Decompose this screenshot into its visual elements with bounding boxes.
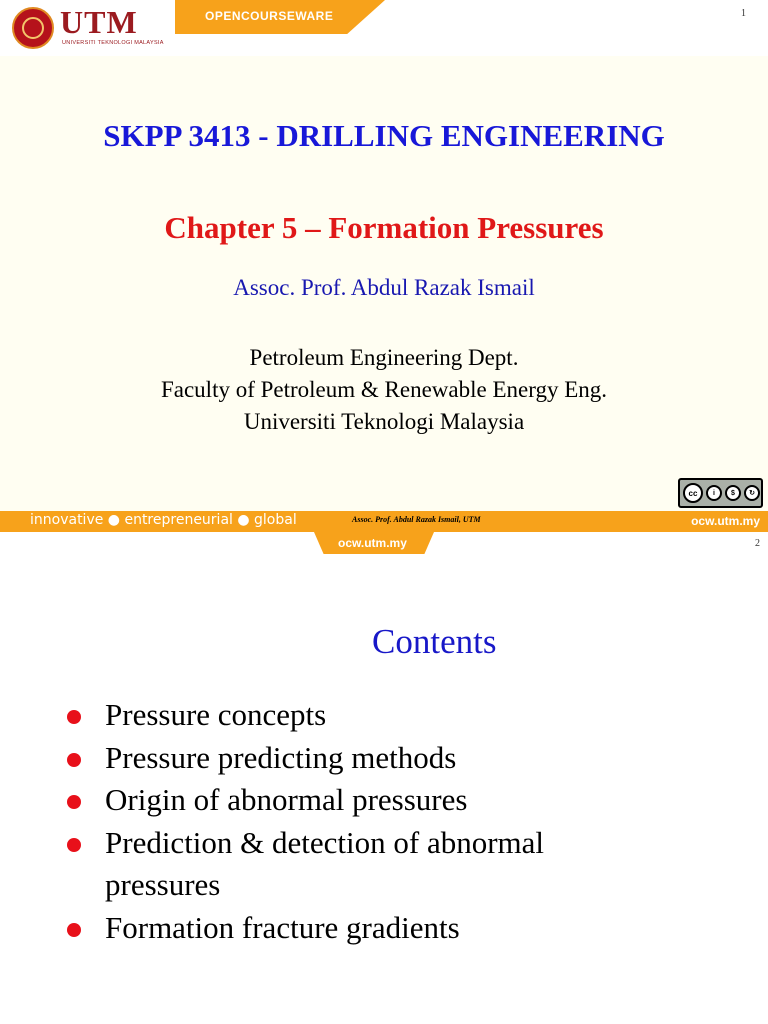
footer-url-link[interactable]: ocw.utm.my <box>691 514 760 528</box>
list-item-text: Origin of abnormal pressures <box>105 782 468 817</box>
list-item <box>62 779 665 822</box>
footer-author-note: Assoc. Prof. Abdul Razak Ismail, UTM <box>352 515 481 524</box>
list-item-text: Pressure concepts <box>105 697 327 732</box>
list-item-text: Pressure predicting methods <box>105 739 457 775</box>
utm-logo <box>12 6 172 52</box>
page-number: 2 <box>755 538 760 549</box>
affiliation-line: Universiti Teknologi Malaysia <box>243 409 525 434</box>
course-title: SKPP 3413 - DRILLING ENGINEERING <box>103 118 665 153</box>
footer-bar <box>0 511 768 532</box>
opencourseware-label: OPENCOURSEWARE <box>205 9 334 23</box>
contents-list <box>62 694 665 949</box>
contents-slide <box>0 532 768 1024</box>
list-item-text: Formation fracture gradients <box>105 909 460 945</box>
bullet-dot-icon <box>67 923 81 937</box>
page-number: 1 <box>741 8 746 19</box>
list-item <box>62 737 665 780</box>
affiliation-line: Petroleum Engineering Dept. <box>249 345 519 370</box>
affiliation <box>0 342 768 438</box>
contents-heading: Contents <box>372 622 497 661</box>
list-item-text: Prediction & detection of abnormal pressures <box>105 824 545 902</box>
bullet-dot-icon <box>67 838 81 852</box>
utm-seal-icon <box>12 7 54 49</box>
bullet-dot-icon <box>67 753 81 767</box>
list-item <box>62 822 665 907</box>
creative-commons-badge[interactable] <box>678 478 763 508</box>
sa-icon: ↻ <box>744 485 760 501</box>
logo-text: UTM <box>60 4 138 40</box>
list-item <box>62 694 665 737</box>
url-tab-link[interactable]: ocw.utm.my <box>338 536 407 550</box>
affiliation-line: Faculty of Petroleum & Renewable Energy Eng. <box>160 377 608 402</box>
bullet-dot-icon <box>67 795 81 809</box>
footer-slogan: innovative ● entrepreneurial ● global <box>30 512 297 528</box>
bullet-dot-icon <box>67 710 81 724</box>
logo-subtext: UNIVERSITI TEKNOLOGI MALAYSIA <box>62 40 164 46</box>
by-icon: i <box>706 485 722 501</box>
author-name: Assoc. Prof. Abdul Razak Ismail <box>233 275 535 300</box>
list-item <box>62 907 665 950</box>
nc-icon: $ <box>725 485 741 501</box>
cc-icon: cc <box>683 483 703 503</box>
chapter-title: Chapter 5 – Formation Pressures <box>164 210 604 245</box>
